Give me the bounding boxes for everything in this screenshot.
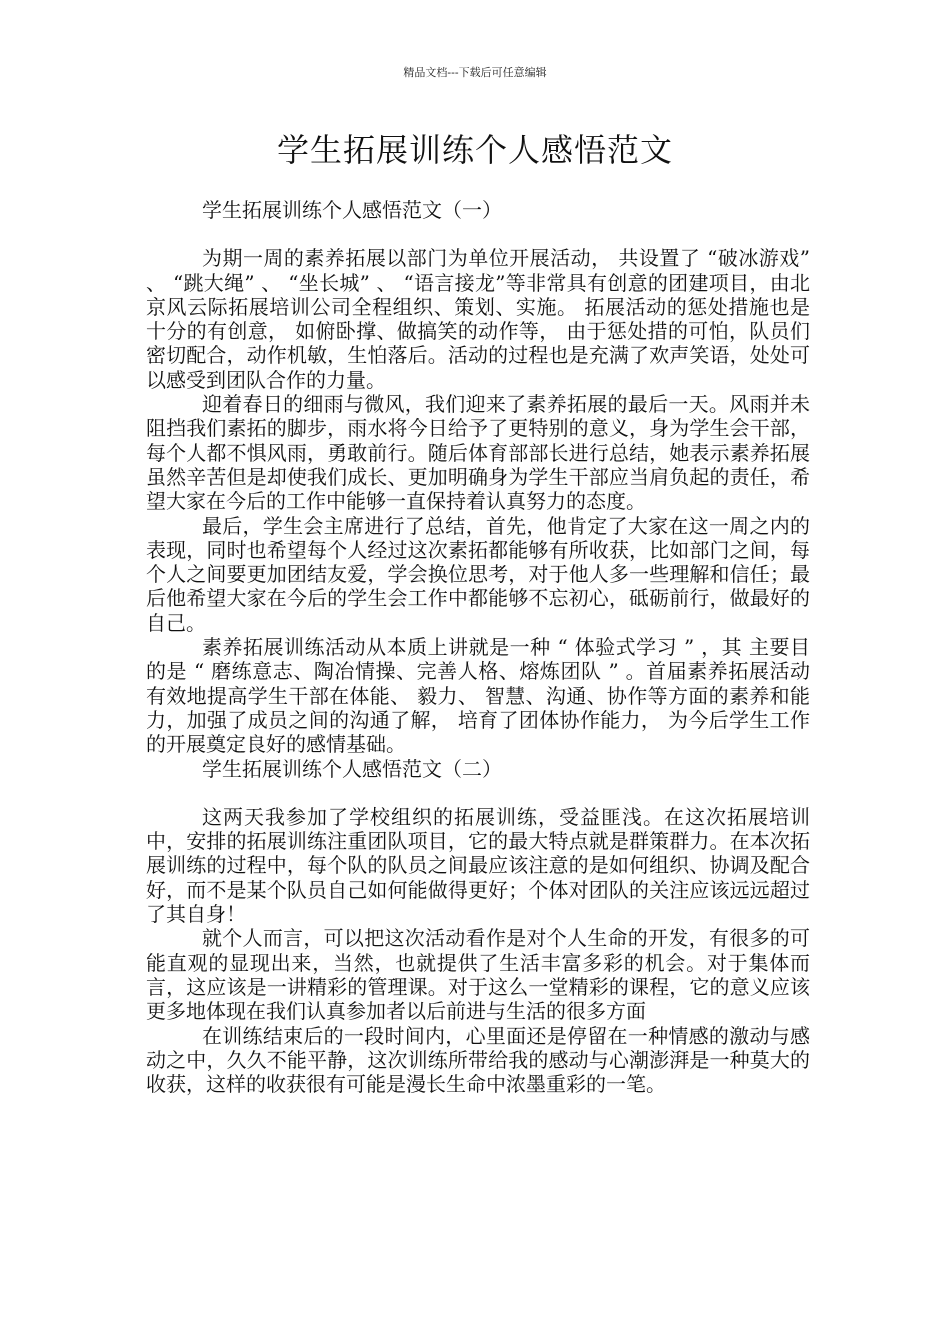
page-header: 精品文档---下载后可任意编辑 <box>403 66 547 79</box>
paragraph: 素养拓展训练活动从本质上讲就是一种 “ 体验式学习 ” ，其 主要目的是 “ 磨练意志、陶冶情操、完善人格、熔炼团队 ” 。首届素养拓展活动有效地提高学生干部在体能、 毅力、 智慧、沟通、协作等方面的素养和能力，加强了成员之间的沟通了解， 培育了团体协作能力， 为今后学生工作的开展奠定良好的感情基础。 <box>146 635 810 757</box>
paragraph: 迎着春日的细雨与微风，我们迎来了素养拓展的最后一天。风雨并未阻挡我们素拓的脚步，雨水将今日给予了更特别的意义，身为学生会干部，每个人都不惧风雨，勇敢前行。随后体育部部长进行总结，她表示素养拓展虽然辛苦但是却使我们成长、更加明确身为学生干部应当肩负起的责任，希望大家在今后的工作中能够一直保持着认真努力的态度。 <box>146 392 810 514</box>
paragraph: 最后，学生会主席进行了总结，首先，他肯定了大家在这一周之内的表现，同时也希望每个人经过这次素拓都能够有所收获，比如部门之间，每个人之间要更加团结友爱，学会换位思考，对于他人多一些理解和信任；最后他希望大家在今后的学生会工作中都能够不忘初心，砥砺前行，做最好的自己。 <box>146 513 810 635</box>
section-heading: 学生拓展训练个人感悟范文（二） <box>202 756 502 781</box>
paragraph: 为期一周的素养拓展以部门为单位开展活动， 共设置了 “破冰游戏” 、 “跳大绳” 、 “坐长城” 、 “语言接龙”等非常具有创意的团建项目，由北京风云际拓展培训公司全程组织、策划、实施。 拓展活动的惩处措施也是十分的有创意， 如俯卧撑、做搞笑的动作等， 由于惩处措的可怕，队员们密切配合，动作机敏，生怕落后。活动的过程也是充满了欢声笑语，处处可以感受到团队合作的力量。 <box>146 246 810 392</box>
paragraph: 这两天我参加了学校组织的拓展训练，受益匪浅。在这次拓展培训中，安排的拓展训练注重团队项目，它的最大特点就是群策群力。在本次拓展训练的过程中，每个队的队员之间最应该注意的是如何组织、协调及配合好，而不是某个队员自己如何能做得更好；个体对团队的关注应该远远超过了其自身！ <box>146 804 810 927</box>
document-body <box>146 198 810 1096</box>
section-heading: 学生拓展训练个人感悟范文（一） <box>202 198 502 222</box>
paragraph: 在训练结束后的一段时间内，心里面还是停留在一种情感的激动与感动之中，久久不能平静，这次训练所带给我的感动与心潮澎湃是一种莫大的收获，这样的收获很有可能是漫长生命中浓墨重彩的一笔。 <box>146 1023 810 1097</box>
paragraph: 就个人而言，可以把这次活动看作是对个人生命的开发，有很多的可能直观的显现出来，当然，也就提供了生活丰富多彩的机会。对于集体而言，这应该是一讲精彩的管理课。对于这么一堂精彩的课程，它的意义应该更多地体现在我们认真参加者以后前进与生活的很多方面 <box>146 926 810 1024</box>
document-title: 学生拓展训练个人感悟范文 <box>276 131 673 169</box>
